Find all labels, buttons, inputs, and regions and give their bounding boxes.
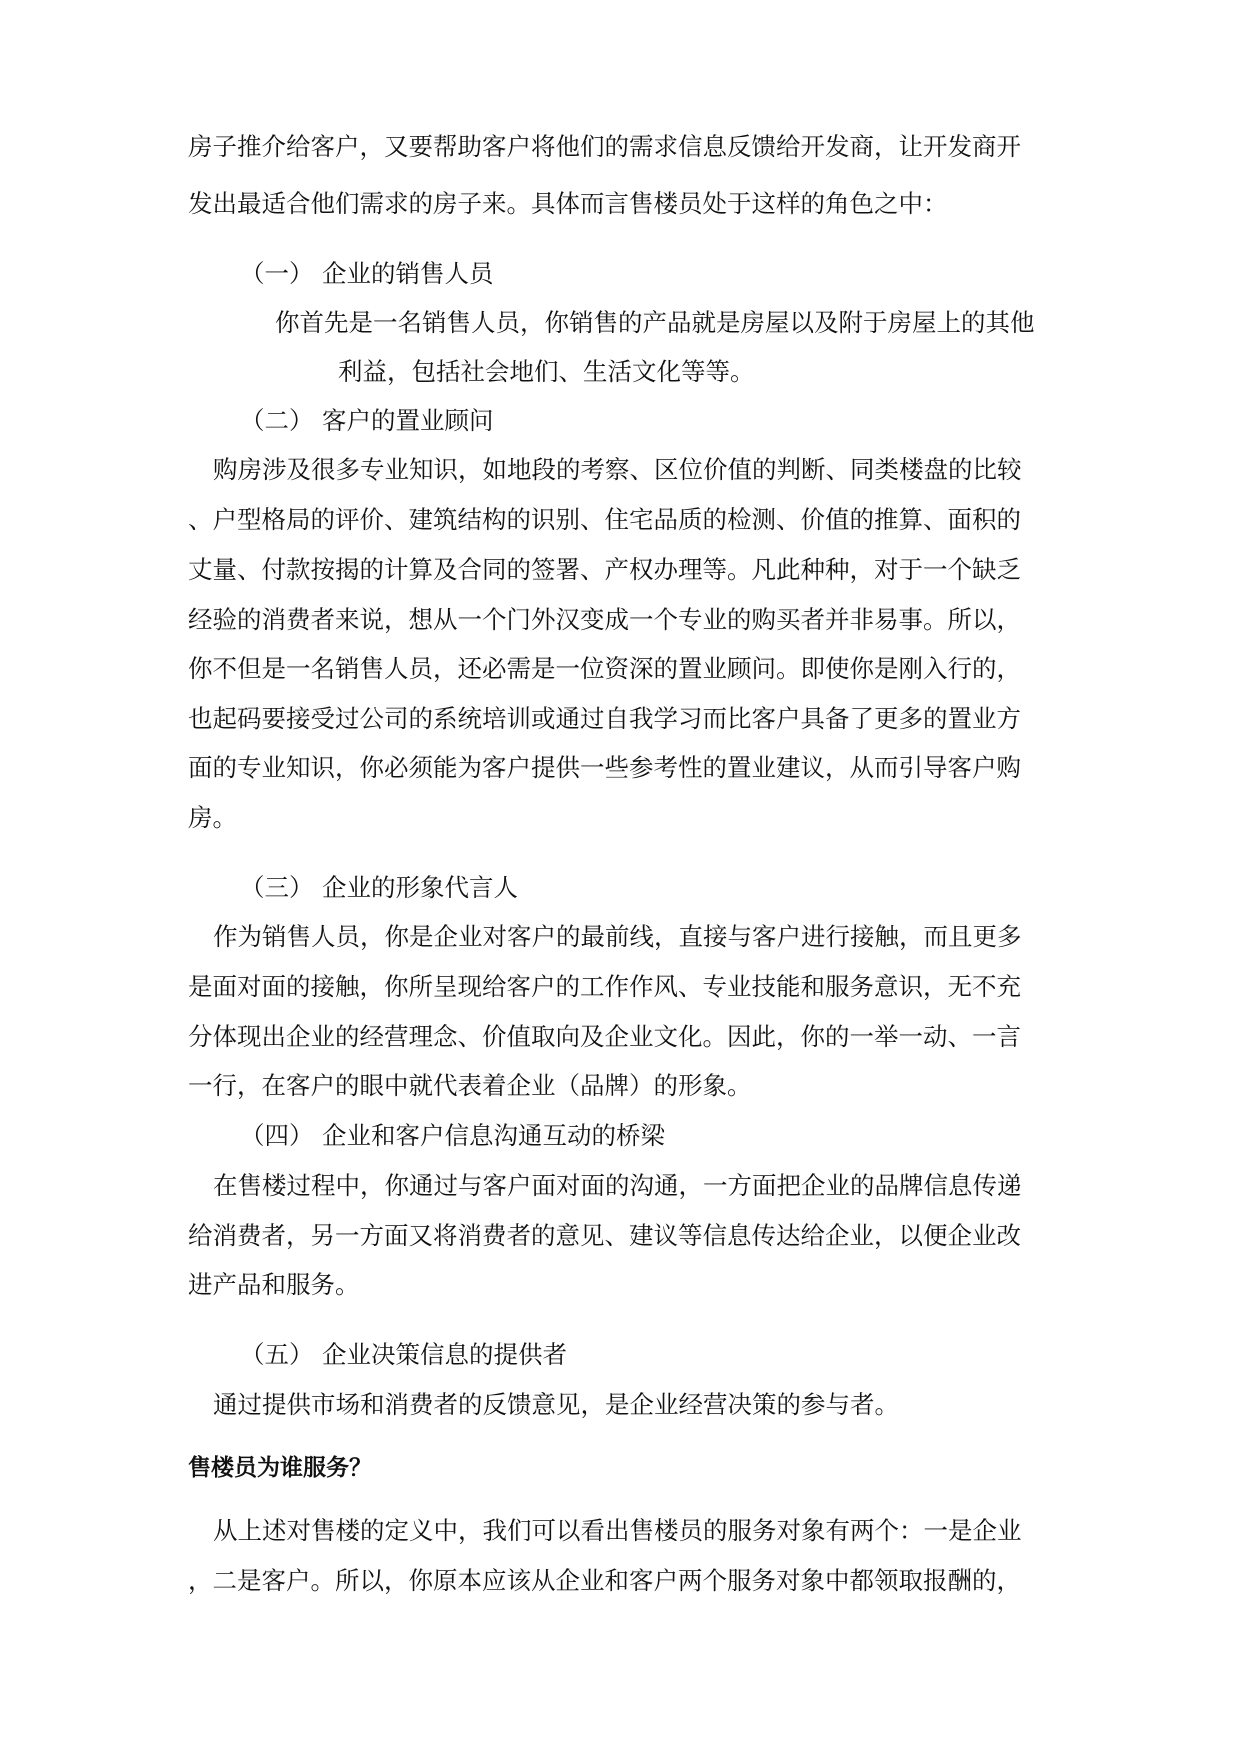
section-heading (240, 1121, 665, 1151)
intro-line: 房子推介给客户，又要帮助客户将他们的需求信息反馈给开发商，让开发商开 (188, 132, 1021, 161)
section-title: 企业的形象代言人 (322, 873, 518, 902)
paragraph-line: 、户型格局的评价、建筑结构的识别、住宅品质的检测、价值的推算、面积的 (188, 505, 1021, 534)
section-number: （四） (240, 1121, 314, 1150)
section-heading (240, 406, 494, 436)
paragraph-line: 经验的消费者来说，想从一个门外汉变成一个专业的购买者并非易事。所以， (188, 605, 1021, 634)
paragraph-line: 从上述对售楼的定义中，我们可以看出售楼员的服务对象有两个：一是企业 (213, 1516, 1022, 1545)
paragraph-line: 一行，在客户的眼中就代表着企业（品牌）的形象。 (188, 1071, 752, 1100)
section-number: （二） (240, 406, 314, 435)
paragraph-line: 面的专业知识，你必须能为客户提供一些参考性的置业建议，从而引导客户购 (188, 753, 1021, 782)
paragraph-line: 在售楼过程中，你通过与客户面对面的沟通，一方面把企业的品牌信息传递 (213, 1171, 1022, 1200)
section-title: 客户的置业顾问 (322, 406, 494, 435)
section-number: （五） (240, 1340, 314, 1369)
intro-line: 发出最适合他们需求的房子来。具体而言售楼员处于这样的角色之中： (188, 189, 948, 218)
section-heading (240, 259, 494, 289)
section-title: 企业决策信息的提供者 (322, 1340, 567, 1369)
section-number: （三） (240, 873, 314, 902)
paragraph-line: 丈量、付款按揭的计算及合同的签署、产权办理等。凡此种种，对于一个缺乏 (188, 555, 1021, 584)
section-heading (240, 873, 518, 903)
paragraph-line: 分体现出企业的经营理念、价值取向及企业文化。因此，你的一举一动、一言 (188, 1022, 1021, 1051)
paragraph-line: 你首先是一名销售人员，你销售的产品就是房屋以及附于房屋上的其他 (275, 308, 1035, 337)
paragraph-line: 是面对面的接触，你所呈现给客户的工作作风、专业技能和服务意识，无不充 (188, 972, 1021, 1001)
paragraph-line: 房。 (188, 803, 237, 832)
section-title: 企业和客户信息沟通互动的桥梁 (322, 1121, 665, 1150)
paragraph-line: 进产品和服务。 (188, 1270, 360, 1299)
subheading: 售楼员为谁服务？ (188, 1455, 372, 1481)
paragraph-line: ，二是客户。所以，你原本应该从企业和客户两个服务对象中都领取报酬的， (188, 1566, 1021, 1595)
section-heading (240, 1340, 567, 1370)
paragraph-line: 通过提供市场和消费者的反馈意见，是企业经营决策的参与者。 (213, 1390, 899, 1419)
paragraph-line: 给消费者，另一方面又将消费者的意见、建议等信息传达给企业，以便企业改 (188, 1221, 1021, 1250)
paragraph-line: 作为销售人员，你是企业对客户的最前线，直接与客户进行接触，而且更多 (213, 922, 1022, 951)
paragraph-line: 利益，包括社会地们、生活文化等等。 (338, 357, 755, 386)
section-number: （一） (240, 259, 314, 288)
paragraph-line: 你不但是一名销售人员，还必需是一位资深的置业顾问。即使你是刚入行的， (188, 654, 1021, 683)
section-title: 企业的销售人员 (322, 259, 494, 288)
paragraph-line: 也起码要接受过公司的系统培训或通过自我学习而比客户具备了更多的置业方 (188, 704, 1021, 733)
paragraph-line: 购房涉及很多专业知识，如地段的考察、区位价值的判断、同类楼盘的比较 (213, 455, 1022, 484)
